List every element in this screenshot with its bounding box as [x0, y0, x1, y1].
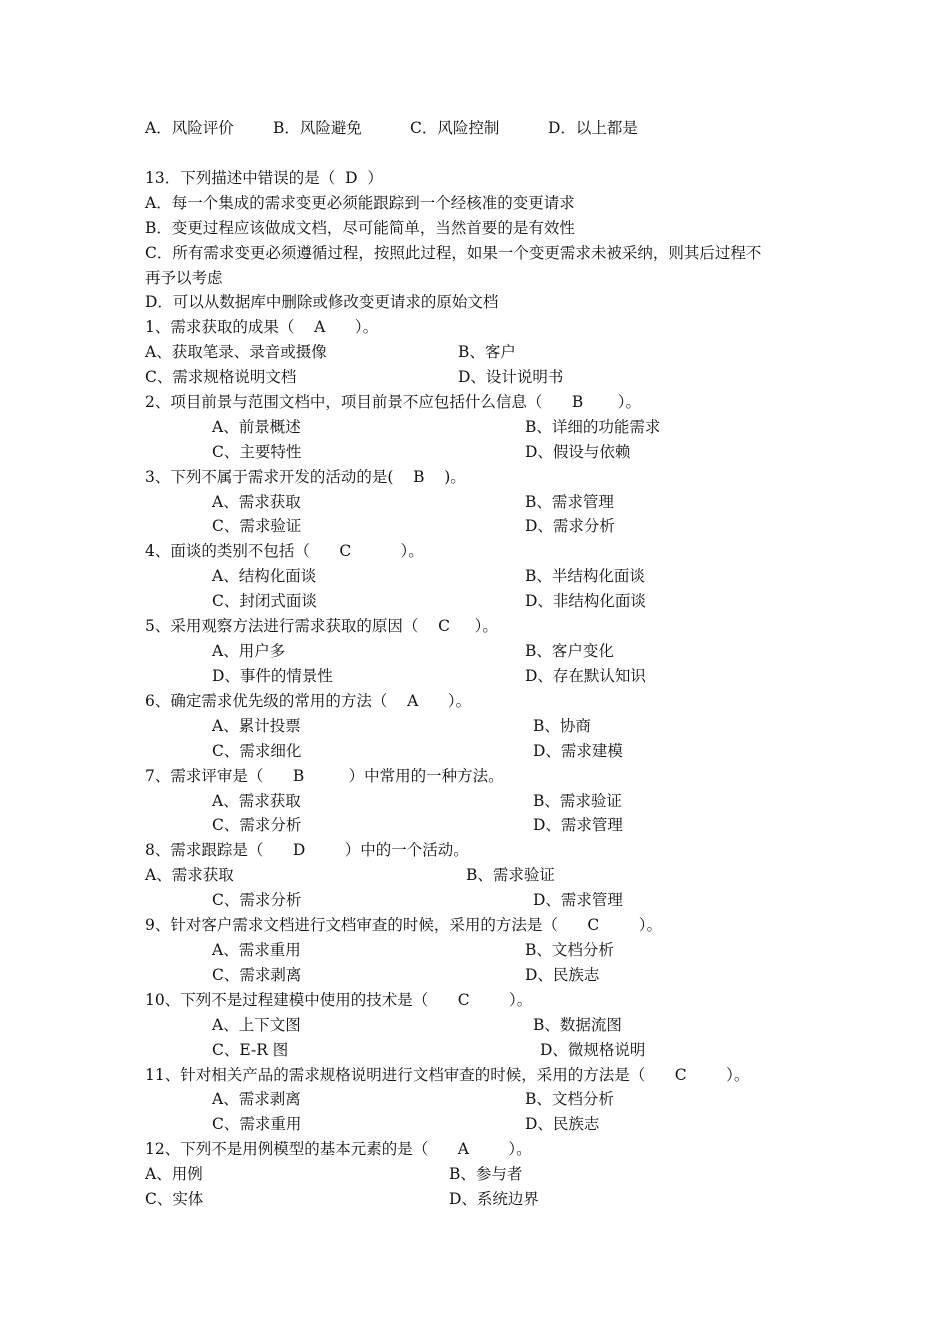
question-12-option-a: A、用例	[145, 1165, 203, 1183]
question-13: 13．下列描述中错误的是（ D ）	[145, 169, 383, 187]
question-1-option-b: B、客户	[458, 343, 516, 361]
top-option-a: A．风险评价	[145, 119, 234, 137]
question-8-option-b: B、需求验证	[466, 866, 555, 884]
question-8: 8、需求跟踪是（ D ）中的一个活动。	[145, 841, 469, 859]
question-7-option-c: C、需求分析	[212, 816, 302, 834]
question-13-option-d: D．可以从数据库中删除或修改变更请求的原始文档	[145, 293, 499, 311]
question-3: 3、下列不属于需求开发的活动的是( B )。	[145, 468, 466, 486]
question-9-option-d: D、民族志	[525, 966, 600, 984]
question-7: 7、需求评审是（ B ）中常用的一种方法。	[145, 767, 504, 785]
question-9-option-c: C、需求剥离	[212, 966, 302, 984]
question-11-option-b: B、文档分析	[525, 1090, 614, 1108]
question-4-option-a: A、结构化面谈	[212, 567, 317, 585]
question-6: 6、确定需求优先级的常用的方法（ A ）。	[145, 692, 472, 710]
question-7-option-d: D、需求管理	[533, 816, 623, 834]
question-9-option-b: B、文档分析	[525, 941, 614, 959]
question-11-option-c: C、需求重用	[212, 1115, 302, 1133]
question-10-option-c: C、E-R 图	[212, 1041, 289, 1059]
question-1: 1、需求获取的成果（ A ）。	[145, 318, 379, 336]
question-5-option-a: A、用户多	[212, 642, 286, 660]
question-10-option-a: A、上下文图	[212, 1016, 301, 1034]
question-7-option-a: A、需求获取	[212, 792, 301, 810]
question-3-option-d: D、需求分析	[525, 517, 615, 535]
question-8-option-c: C、需求分析	[212, 891, 302, 909]
question-6-option-a: A、累计投票	[212, 717, 301, 735]
question-5: 5、采用观察方法进行需求获取的原因（ C ）。	[145, 617, 498, 635]
question-4: 4、面谈的类别不包括（ C ）。	[145, 542, 424, 560]
question-5-option-c: D、事件的情景性	[212, 667, 333, 685]
question-2-option-b: B、详细的功能需求	[525, 418, 661, 436]
question-6-option-b: B、协商	[533, 717, 591, 735]
question-12-option-b: B、参与者	[449, 1165, 523, 1183]
question-1-option-d: D、设计说明书	[458, 368, 564, 386]
top-option-c: C．风险控制	[410, 119, 500, 137]
question-4-option-b: B、半结构化面谈	[525, 567, 645, 585]
question-11: 11、针对相关产品的需求规格说明进行文档审查的时候，采用的方法是（ C ）。	[145, 1066, 750, 1084]
question-13-option-c-cont: 再予以考虑	[145, 269, 223, 287]
question-4-option-c: C、封闭式面谈	[212, 592, 317, 610]
question-9: 9、针对客户需求文档进行文档审查的时候，采用的方法是（ C ）。	[145, 916, 662, 934]
question-5-option-d: D、存在默认知识	[525, 667, 646, 685]
question-13-option-c: C．所有需求变更必须遵循过程，按照此过程，如果一个变更需求未被采纳，则其后过程不	[145, 244, 762, 262]
question-3-option-a: A、需求获取	[212, 493, 301, 511]
question-12-option-d: D、系统边界	[449, 1190, 539, 1208]
question-9-option-a: A、需求重用	[212, 941, 301, 959]
question-2-option-c: C、主要特性	[212, 443, 302, 461]
question-6-option-d: D、需求建模	[533, 742, 623, 760]
question-10: 10、下列不是过程建模中使用的技术是（ C ）。	[145, 991, 533, 1009]
question-11-option-a: A、需求剥离	[212, 1090, 301, 1108]
question-2: 2、项目前景与范围文档中，项目前景不应包括什么信息（ B ）。	[145, 393, 642, 411]
question-6-option-c: C、需求细化	[212, 742, 302, 760]
question-12-option-c: C、实体	[145, 1190, 204, 1208]
question-2-option-a: A、前景概述	[212, 418, 301, 436]
question-2-option-d: D、假设与依赖	[525, 443, 631, 461]
question-13-option-b: B．变更过程应该做成文档，尽可能简单，当然首要的是有效性	[145, 219, 575, 237]
question-11-option-d: D、民族志	[525, 1115, 600, 1133]
question-1-option-a: A、获取笔录、录音或摄像	[145, 343, 327, 361]
question-10-option-b: B、数据流图	[533, 1016, 622, 1034]
question-13-option-a: A．每一个集成的需求变更必须能跟踪到一个经核准的变更请求	[145, 194, 575, 212]
top-option-d: D．以上都是	[548, 119, 638, 137]
question-12: 12、下列不是用例模型的基本元素的是（ A ）。	[145, 1140, 532, 1158]
question-3-option-b: B、需求管理	[525, 493, 614, 511]
top-option-b: B．风险避免	[273, 119, 362, 137]
question-1-option-c: C、需求规格说明文档	[145, 368, 297, 386]
question-5-option-b: B、客户变化	[525, 642, 614, 660]
question-8-option-d: D、需求管理	[533, 891, 623, 909]
question-3-option-c: C、需求验证	[212, 517, 302, 535]
question-10-option-d: D、微规格说明	[540, 1041, 646, 1059]
question-7-option-b: B、需求验证	[533, 792, 622, 810]
question-4-option-d: D、非结构化面谈	[525, 592, 646, 610]
question-8-option-a: A、需求获取	[145, 866, 234, 884]
